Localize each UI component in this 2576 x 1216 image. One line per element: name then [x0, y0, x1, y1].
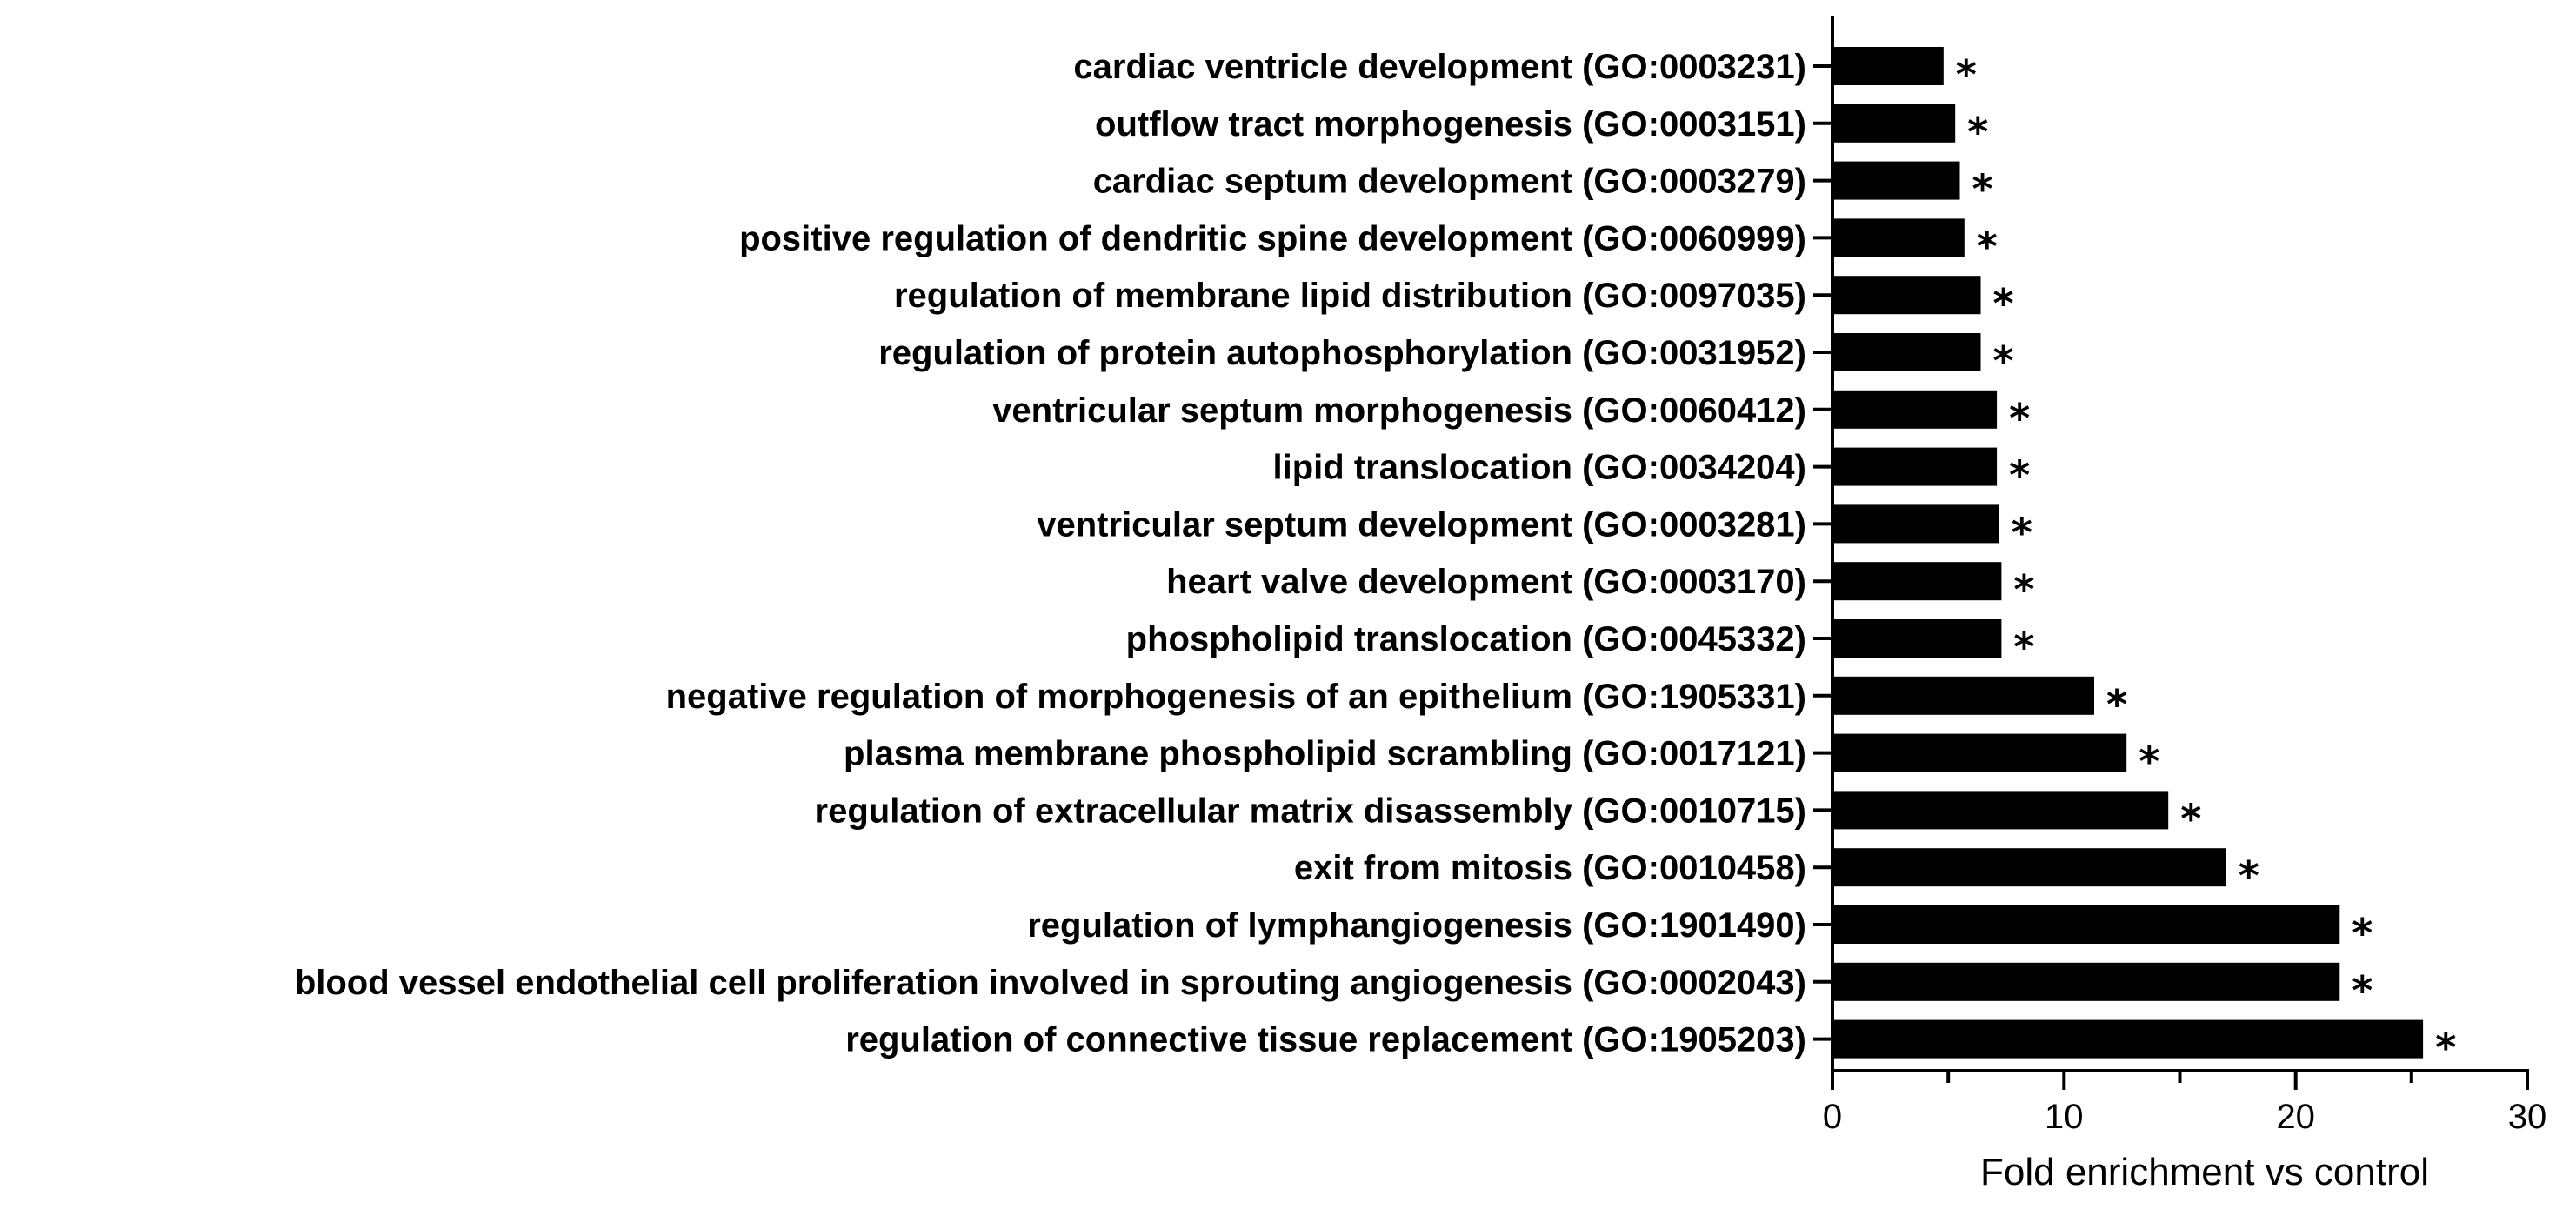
bar [1832, 391, 1997, 429]
category-label: ventricular septum development (GO:0003281) [1037, 505, 1806, 545]
bar [1832, 905, 2339, 944]
bar [1832, 677, 2094, 715]
bar [1832, 504, 1999, 543]
category-label: regulation of connective tissue replacement (GO:1905203) [845, 1020, 1806, 1059]
significance-marker: * [2009, 394, 2031, 442]
bar [1832, 333, 1981, 371]
x-tick-label: 0 [1822, 1098, 1843, 1136]
x-axis-title: Fold enrichment vs control [1980, 1151, 2429, 1193]
category-label: lipid translocation (GO:0034204) [1272, 448, 1806, 487]
category-label: positive regulation of dendritic spine development (GO:0060999) [739, 219, 1806, 258]
category-label: regulation of protein autophosphorylation (GO:0031952) [878, 334, 1806, 372]
significance-marker: * [2013, 566, 2035, 614]
x-tick-label: 10 [2045, 1098, 2084, 1136]
significance-marker: * [2352, 910, 2373, 957]
significance-marker: * [1967, 108, 1989, 156]
bar [1832, 448, 1997, 486]
significance-marker: * [1976, 223, 1998, 271]
bar [1832, 276, 1981, 314]
x-tick-label: 30 [2507, 1098, 2547, 1136]
bar [1832, 734, 2126, 772]
bar [1832, 218, 1965, 257]
x-tick-label: 20 [2276, 1098, 2315, 1136]
bar [1832, 848, 2226, 886]
category-label: ventricular septum morphogenesis (GO:0060412) [992, 391, 1806, 430]
bar [1832, 47, 1944, 85]
category-label: regulation of membrane lipid distribution (GO:0097035) [893, 277, 1806, 316]
significance-marker: * [1992, 280, 2014, 328]
significance-marker: * [2352, 966, 2373, 1014]
bars-layer [1832, 47, 2456, 1072]
category-label: blood vessel endothelial cell proliferation involved in sprouting angiogenesis (GO:0002043) [294, 963, 1806, 1002]
bar [1832, 562, 2001, 600]
category-labels [295, 48, 1806, 1059]
category-label: heart valve development (GO:0003170) [1166, 563, 1806, 602]
significance-marker: * [1955, 51, 1977, 98]
significance-marker: * [2238, 852, 2259, 900]
category-label: exit from mitosis (GO:0010458) [1293, 849, 1806, 888]
bar [1832, 1020, 2423, 1059]
significance-marker: * [2106, 680, 2128, 728]
category-label: cardiac ventricle development (GO:0003231) [1073, 48, 1806, 86]
significance-marker: * [2180, 795, 2202, 843]
category-label: cardiac septum development (GO:0003279) [1092, 162, 1806, 201]
category-label: plasma membrane phospholipid scrambling (GO:0017121) [844, 734, 1806, 773]
significance-marker: * [2435, 1024, 2457, 1072]
significance-marker: * [2011, 509, 2032, 557]
significance-marker: * [1992, 337, 2014, 384]
category-label: negative regulation of morphogenesis of an epithelium (GO:1905331) [665, 677, 1806, 716]
category-label: regulation of extracellular matrix disassembly (GO:0010715) [814, 792, 1806, 831]
category-label: outflow tract morphogenesis (GO:0003151) [1095, 104, 1806, 144]
significance-marker: * [2009, 451, 2031, 499]
bar [1832, 619, 2001, 658]
bar [1832, 104, 1955, 143]
significance-marker: * [2013, 624, 2035, 671]
category-label: regulation of lymphangiogenesis (GO:1901490) [1027, 906, 1806, 945]
significance-marker: * [2139, 738, 2160, 785]
bar [1832, 791, 2168, 829]
bar [1832, 963, 2339, 1001]
significance-marker: * [1972, 165, 1993, 213]
bar [1832, 162, 1960, 200]
category-label: phospholipid translocation (GO:0045332) [1125, 620, 1806, 658]
